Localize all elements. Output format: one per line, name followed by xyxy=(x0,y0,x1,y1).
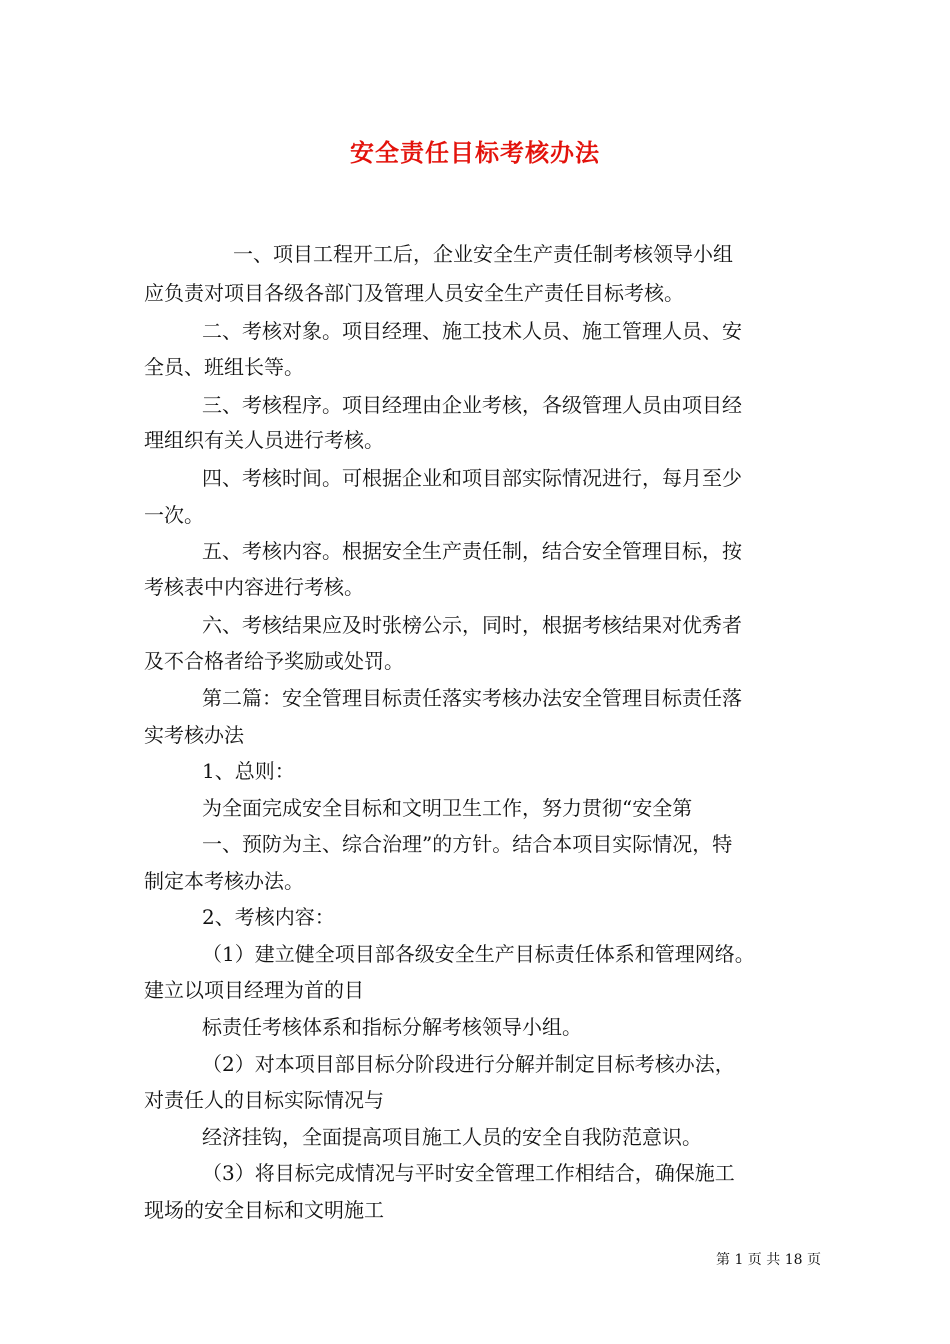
text-line: 2、考核内容： xyxy=(202,905,335,929)
text-line: 制定本考核办法。 xyxy=(144,869,304,893)
text-line: 五、考核内容。根据安全生产责任制，结合安全管理目标，按 xyxy=(202,539,742,563)
text-line: 考核表中内容进行考核。 xyxy=(144,575,364,599)
text-line: 六、考核结果应及时张榜公示，同时，根据考核结果对优秀者 xyxy=(202,613,742,637)
text-line: 应负责对项目各级各部门及管理人员安全生产责任目标考核。 xyxy=(144,281,684,305)
text-line: （1）建立健全项目部各级安全生产目标责任体系和管理网络。 xyxy=(202,942,755,966)
text-line: 一次。 xyxy=(144,503,204,527)
text-line: 第二篇：安全管理目标责任落实考核办法安全管理目标责任落 xyxy=(202,686,742,710)
text-line: 二、考核对象。项目经理、施工技术人员、施工管理人员、安 xyxy=(202,319,742,343)
text-line: 标责任考核体系和指标分解考核领导小组。 xyxy=(202,1015,582,1039)
text-line: 一、预防为主、综合治理”的方针。结合本项目实际情况，特 xyxy=(202,832,733,856)
page-footer: 第 1 页 共 18 页 xyxy=(716,1252,821,1268)
text-line: 1、总则： xyxy=(202,759,295,783)
text-line: 一、项目工程开工后，企业安全生产责任制考核领导小组 xyxy=(233,242,733,266)
text-line: 为全面完成安全目标和文明卫生工作，努力贯彻“安全第 xyxy=(202,796,693,820)
text-line: 实考核办法 xyxy=(144,723,244,747)
text-line: （3）将目标完成情况与平时安全管理工作相结合，确保施工 xyxy=(202,1161,735,1185)
text-line: 理组织有关人员进行考核。 xyxy=(144,428,384,452)
text-line: （2）对本项目部目标分阶段进行分解并制定目标考核办法， xyxy=(202,1052,735,1076)
document-title: 安全责任目标考核办法 xyxy=(350,138,600,167)
text-line: 建立以项目经理为首的目 xyxy=(144,978,364,1002)
text-line: 现场的安全目标和文明施工 xyxy=(144,1198,384,1222)
text-line: 经济挂钩，全面提高项目施工人员的安全自我防范意识。 xyxy=(202,1125,702,1149)
text-line: 全员、班组长等。 xyxy=(144,355,304,379)
text-line: 及不合格者给予奖励或处罚。 xyxy=(144,649,404,673)
text-line: 三、考核程序。项目经理由企业考核，各级管理人员由项目经 xyxy=(202,393,742,417)
text-line: 对责任人的目标实际情况与 xyxy=(144,1088,384,1112)
text-line: 四、考核时间。可根据企业和项目部实际情况进行，每月至少 xyxy=(202,466,742,490)
